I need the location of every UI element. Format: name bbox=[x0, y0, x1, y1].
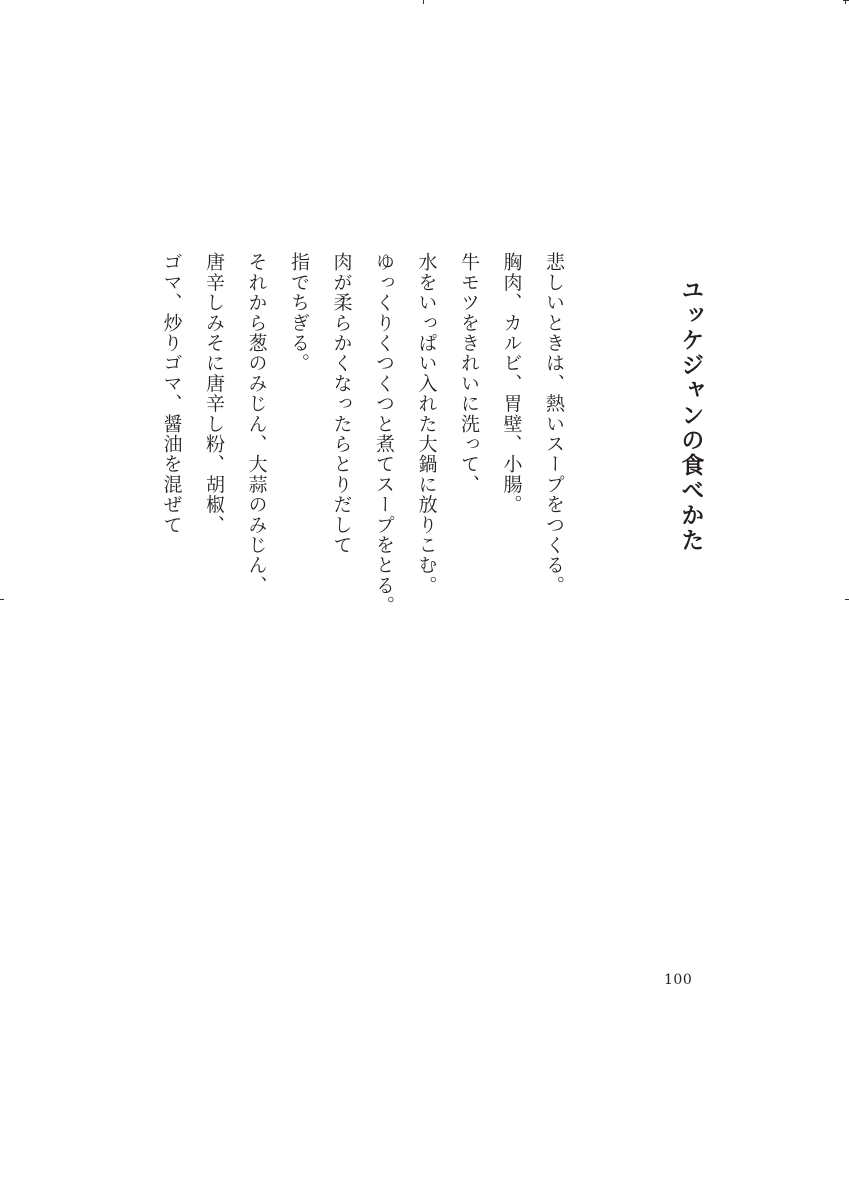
crop-mark-top bbox=[423, 0, 424, 4]
poem-line: 悲しいときは、熱いスープをつくる。 bbox=[543, 252, 565, 596]
poem-line: それから葱のみじん、大蒜のみじん、 bbox=[245, 252, 268, 596]
poem-line: ゴマ、炒りゴマ、醤油を混ぜて bbox=[160, 252, 183, 535]
poem-body bbox=[155, 252, 575, 616]
poem-line: ゆっくりくつくつと煮てスープをとる。 bbox=[373, 252, 395, 616]
poem-line: 水をいっぱい入れた大鍋に放りこむ。 bbox=[415, 252, 438, 596]
crop-mark-middle-left bbox=[0, 599, 4, 600]
poem-line: 牛モツをきれいに洗って、 bbox=[458, 252, 480, 495]
crop-mark-top-right bbox=[843, 0, 849, 1]
page-number: 100 bbox=[664, 972, 693, 988]
crop-mark-top-right-vertical bbox=[845, 0, 846, 4]
poem-line: 胸肉、カルビ、胃壁、小腸。 bbox=[500, 252, 523, 515]
poem-title: ユッケジャンの食べかた bbox=[677, 278, 705, 553]
poem-line: 肉が柔らかくなったらとりだして bbox=[330, 252, 353, 555]
poem-line: 指でちぎる。 bbox=[288, 252, 310, 374]
crop-mark-middle-right bbox=[845, 599, 849, 600]
poem-line: 唐辛しみそに唐辛し粉、胡椒、 bbox=[203, 252, 225, 535]
